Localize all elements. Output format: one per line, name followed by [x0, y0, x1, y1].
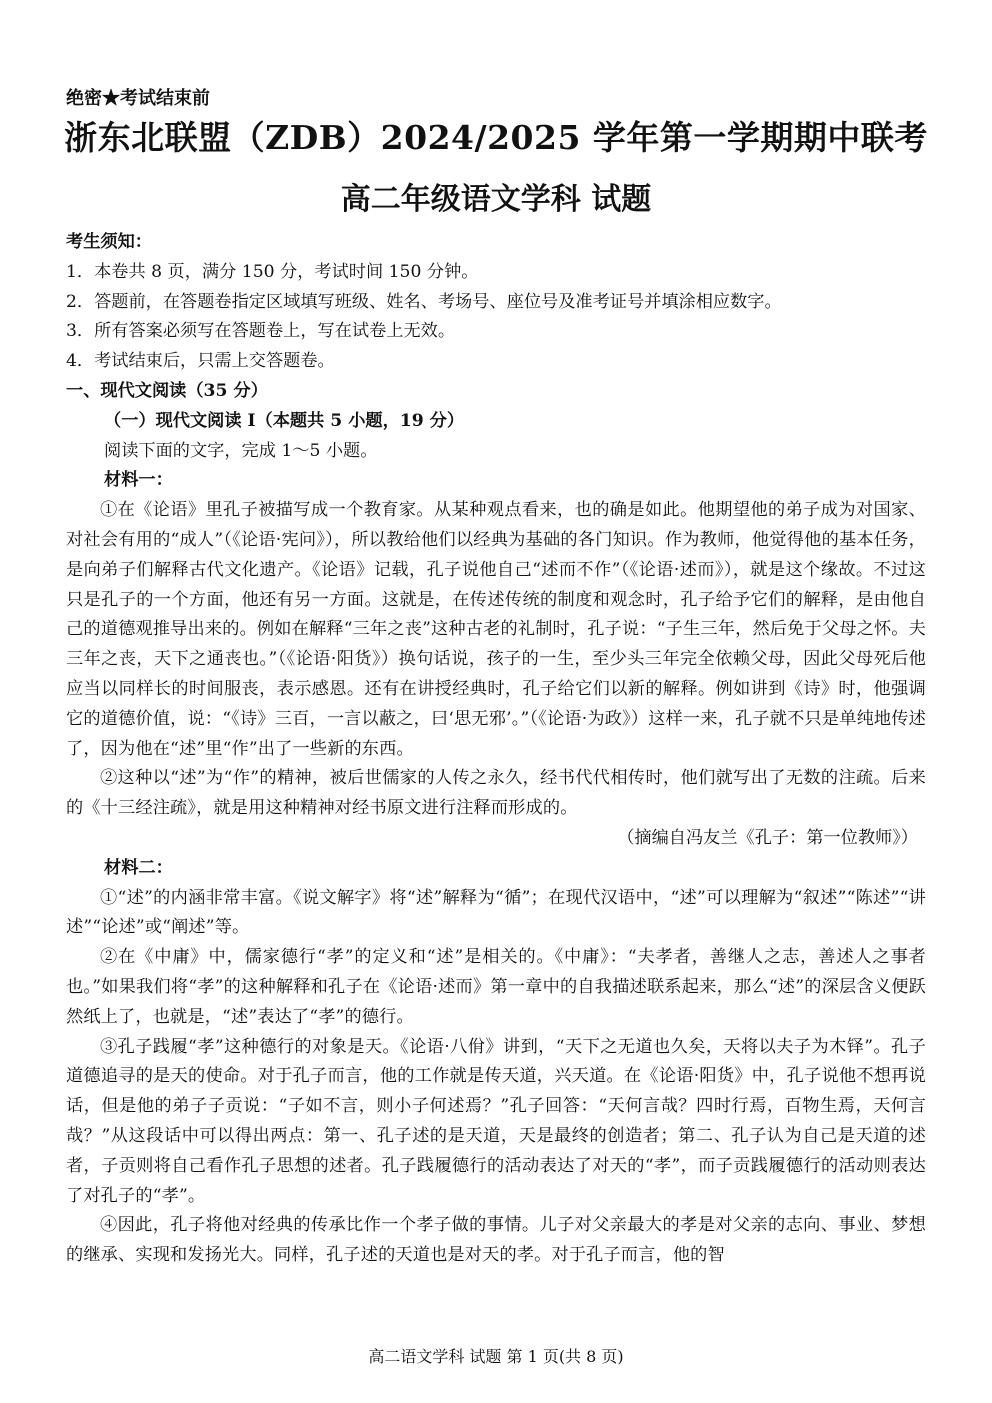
material-label: 材料一：: [104, 470, 173, 491]
material-paragraph: ②这种以“述”为“作”的精神，被后世儒家的人传之永久，经书代代相传时，他们就写出了无数的注疏。后来的《十三经注疏》，就是用这种精神对经书原文进行注释而形成的。: [66, 768, 926, 819]
material-paragraph: ①在《论语》里孔子被描写成一个教育家。从某种观点看来，也的确是如此。他期望他的弟子成为对国家、对社会有用的“成人”（《论语·宪问》），所以教给他们以经典为基础的各门知识。作为教师，他觉得他的基本任务，是向弟子们解释古代文化遗产。《论语》记载，孔子说他自己“述而不作”（《论语·述而》），就是这个缘故。不过这只是孔子的一个方面，他还有另一方面。这就是，在传述传统的制度和观念时，孔子给予它们的解释，是由他自己的道德观推导出来的。例如在解释“三年之丧”这种古老的礼制时，孔子说：“子生三年，然后免于父母之怀。夫三年之丧，天下之通丧也。”（《论语·阳货》）换句话说，孩子的一生，至少头三年完全依赖父母，因此父母死后他应当以同样长的时间服丧，表示感恩。还有在讲授经典时，孔子给它们以新的解释。例如讲到《诗》时，他强调它的道德价值，说：“《诗》三百，一言以蔽之，曰‘思无邪’。”（《论语·为政》）这样一来，孔子就不只是单纯地传述了，因为他在“述”里“作”出了一些新的东西。: [66, 500, 926, 759]
section-heading: 一、现代文阅读（35 分）: [66, 380, 268, 401]
material-source: （摘编自冯友兰《孔子：第一位教师》）: [617, 827, 918, 848]
notice-item: 2．答题前，在答题卷指定区域填写班级、姓名、考场号、座位号及准考证号并填涂相应数字。: [66, 291, 782, 312]
reading-instruction: 阅读下面的文字，完成 1～5 小题。: [104, 440, 378, 461]
exam-body: [66, 228, 926, 1271]
part-heading: （一）现代文阅读 I（本题共 5 小题，19 分）: [104, 410, 465, 431]
material-label: 材料二：: [104, 857, 173, 878]
material-paragraph: ④因此，孔子将他对经典的传承比作一个孝子做的事情。儿子对父亲最大的孝是对父亲的志向、事业、梦想的继承、实现和发扬光大。同样，孔子述的天道也是对天的孝。对于孔子而言，他的智: [66, 1215, 926, 1266]
confidential-mark: 绝密★考试结束前: [66, 88, 210, 109]
notice-item: 1．本卷共 8 页，满分 150 分，考试时间 150 分钟。: [66, 261, 479, 282]
exam-title: 浙东北联盟（ZDB）2024/2025 学年第一学期期中联考: [64, 118, 928, 157]
material-paragraph: ②在《中庸》中，儒家德行“孝”的定义和“述”是相关的。《中庸》：“夫孝者，善继人之志，善述人之事者也。”如果我们将“孝”的这种解释和孔子在《论语·述而》第一章中的自我描述联系起来，那么“述”的深层含义便跃然纸上了，也就是，“述”表达了“孝”的德行。: [66, 947, 926, 1027]
page-footer: 高二语文学科 试题 第 1 页(共 8 页): [368, 1347, 624, 1366]
material-paragraph: ③孔子践履“孝”这种德行的对象是天。《论语·八佾》讲到，“天下之无道也久矣，天将以夫子为木铎”。孔子道德追寻的是天的使命。对于孔子而言，他的工作就是传天道，兴天道。在《论语·阳货》中，孔子说他不想再说话，但是他的弟子子贡说：“子如不言，则小子何述焉？”孔子回答：“天何言哉？四时行焉，百物生焉，天何言哉？”从这段话中可以得出两点：第一、孔子述的是天道，天是最终的创造者；第二、孔子认为自己是天道的述者，子贡则将自己看作孔子思想的述者。孔子践履德行的活动表达了对天的“孝”，而子贡践履德行的活动则表达了对孔子的“孝”。: [66, 1036, 926, 1206]
notice-heading: 考生须知：: [66, 232, 152, 252]
material-paragraph: ①“述”的内涵非常丰富。《说文解字》将“述”解释为“循”；在现代汉语中，“述”可以理解为“叙述”“陈述”“讲述”“论述”或“阐述”等。: [66, 887, 926, 938]
notice-item: 3．所有答案必须写在答题卷上，写在试卷上无效。: [66, 321, 456, 342]
exam-subtitle: 高二年级语文学科 试题: [340, 182, 652, 217]
notice-item: 4．考试结束后，只需上交答题卷。: [66, 351, 335, 372]
